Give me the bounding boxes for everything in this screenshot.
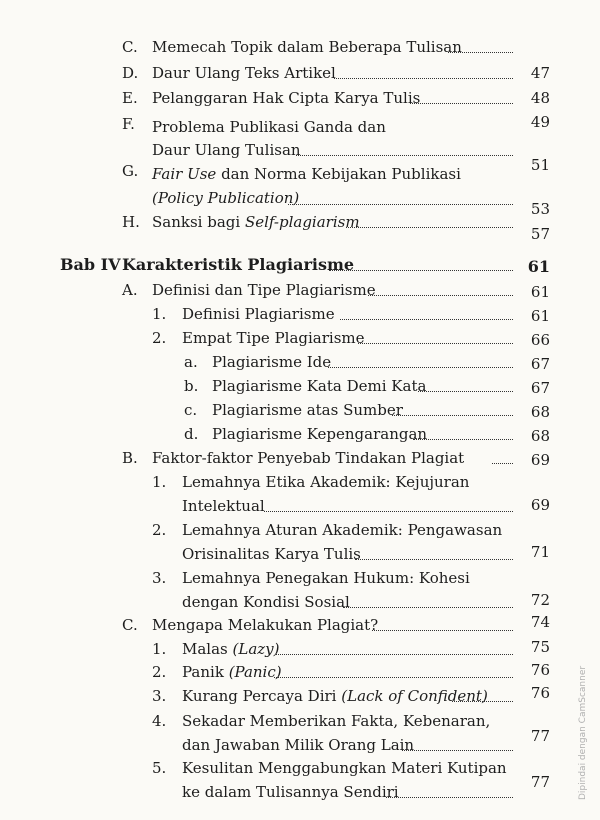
entry-label: 2. [152, 521, 167, 539]
entry-text [152, 213, 360, 231]
entry-text: Problema Publikasi Ganda dan [152, 118, 386, 136]
leader-dots [372, 629, 513, 631]
entry-label: c. [184, 401, 198, 419]
leader-dots [418, 390, 513, 392]
page-number: 61 [530, 307, 550, 325]
entry-label: 1. [152, 473, 167, 491]
entry-text-plain: Kurang Percaya Diri [182, 687, 342, 705]
leader-dots [402, 749, 513, 751]
leader-dots [264, 510, 513, 512]
page-number: 69 [530, 451, 550, 469]
page-number: 53 [530, 200, 550, 218]
leader-dots [343, 606, 513, 608]
entry-text: Lemahnya Aturan Akademik: Pengawasan [182, 521, 503, 539]
entry-text-plain: Panik [182, 663, 229, 681]
entry-label: 1. [152, 640, 167, 658]
leader-dots [386, 796, 513, 798]
page-number: 72 [530, 591, 550, 609]
entry-label: A. [122, 281, 138, 299]
chapter-title: Karakteristik Plagiarisme [122, 255, 355, 274]
leader-dots [368, 294, 513, 296]
page-number: 68 [530, 403, 550, 421]
entry-text: Faktor-faktor Penyebab Tindakan Plagiat [152, 449, 465, 467]
leader-dots [340, 318, 513, 320]
entry-text-plain: Sanksi bagi [152, 213, 245, 231]
entry-text: ke dalam Tulisannya Sendiri [182, 783, 399, 801]
page-number: 74 [530, 613, 550, 631]
entry-label: B. [122, 449, 138, 467]
entry-text: Plagiarisme Kata Demi Kata [212, 377, 427, 395]
page-number: 71 [530, 543, 550, 561]
page-number: 77 [530, 727, 550, 745]
page-number: 69 [530, 496, 550, 514]
entry-text: Memecah Topik dalam Beberapa Tulisan [152, 38, 462, 56]
entry-text-rest: dan Norma Kebijakan Publikasi [216, 165, 461, 183]
entry-text [152, 165, 461, 183]
entry-label: G. [122, 162, 139, 180]
leader-dots [334, 77, 513, 79]
leader-dots [448, 51, 513, 53]
leader-dots [329, 269, 513, 271]
entry-label: D. [122, 64, 139, 82]
entry-text: (Policy Publication) [152, 189, 300, 207]
page-number: 49 [530, 113, 550, 131]
entry-label: b. [184, 377, 199, 395]
entry-text-italic: (Lack of Confident) [341, 687, 488, 705]
page-number: 61 [527, 257, 550, 276]
leader-dots [328, 366, 513, 368]
page-number: 67 [530, 379, 550, 397]
entry-label: C. [122, 38, 138, 56]
entry-label: 2. [152, 329, 167, 347]
page-number: 66 [530, 331, 550, 349]
entry-label: 3. [152, 569, 167, 587]
entry-text: Lemahnya Etika Akademik: Kejujuran [182, 473, 470, 491]
page-number: 77 [530, 773, 550, 791]
entry-label: 5. [152, 759, 167, 777]
entry-text [182, 663, 282, 681]
leader-dots [355, 558, 513, 560]
entry-text: Definisi Plagiarisme [182, 305, 335, 323]
entry-text-italic: (Lazy) [232, 640, 280, 658]
entry-text: Plagiarisme atas Sumber [212, 401, 403, 419]
leader-dots [413, 438, 513, 440]
entry-label: 3. [152, 687, 167, 705]
leader-dots [346, 226, 513, 228]
page-number: 61 [530, 283, 550, 301]
page-number: 76 [530, 684, 550, 702]
entry-text: Sekadar Memberikan Fakta, Kebenaran, [182, 712, 491, 730]
entry-label: a. [184, 353, 198, 371]
entry-text: Plagiarisme Kepengarangan [212, 425, 428, 443]
page-number: 48 [530, 89, 550, 107]
page-number: 67 [530, 355, 550, 373]
leader-dots [276, 653, 513, 655]
entry-text: Empat Tipe Plagiarisme [182, 329, 365, 347]
entry-text: Plagiarisme Ide [212, 353, 332, 371]
page-number: 75 [530, 638, 550, 656]
entry-label: F. [122, 115, 135, 133]
entry-text: dengan Kondisi Sosial [182, 593, 350, 611]
entry-text: dan Jawaban Milik Orang Lain [182, 736, 415, 754]
entry-text-italic: Fair Use [152, 165, 217, 183]
leader-dots [410, 102, 513, 104]
leader-dots [392, 414, 513, 416]
chapter-label: Bab IV [60, 255, 121, 274]
page-number: 76 [530, 661, 550, 679]
leader-dots [452, 700, 513, 702]
page-number: 68 [530, 427, 550, 445]
entry-text-italic: (Panic) [228, 663, 282, 681]
page-number: 57 [530, 225, 550, 243]
entry-label: d. [184, 425, 199, 443]
entry-text: Daur Ulang Teks Artikel [152, 64, 336, 82]
entry-text [182, 640, 280, 658]
entry-text: Orisinalitas Karya Tulis [182, 545, 361, 563]
entry-text: Intelektual [182, 497, 265, 515]
entry-text: Definisi dan Tipe Plagiarisme [152, 281, 376, 299]
entry-text: Pelanggaran Hak Cipta Karya Tulis [152, 89, 421, 107]
entry-label: 2. [152, 663, 167, 681]
entry-label: H. [122, 213, 140, 231]
entry-text: Mengapa Melakukan Plagiat? [152, 616, 379, 634]
entry-label: C. [122, 616, 138, 634]
entry-label: E. [122, 89, 138, 107]
entry-label: 1. [152, 305, 167, 323]
leader-dots [358, 342, 513, 344]
page-number: 51 [530, 156, 550, 174]
scanner-watermark: Dipindai dengan CamScanner [578, 665, 588, 800]
entry-label: 4. [152, 712, 167, 730]
page-number: 47 [530, 64, 550, 82]
entry-text-italic: Self-plagiarism [244, 213, 360, 231]
entry-text: Daur Ulang Tulisan [152, 141, 301, 159]
entry-text [182, 687, 488, 705]
entry-text: Lemahnya Penegakan Hukum: Kohesi [182, 569, 470, 587]
entry-text: Kesulitan Menggabungkan Materi Kutipan [182, 759, 507, 777]
entry-text-plain: Malas [182, 640, 233, 658]
leader-dots [296, 154, 513, 156]
leader-dots [274, 676, 513, 678]
leader-dots [288, 203, 513, 205]
